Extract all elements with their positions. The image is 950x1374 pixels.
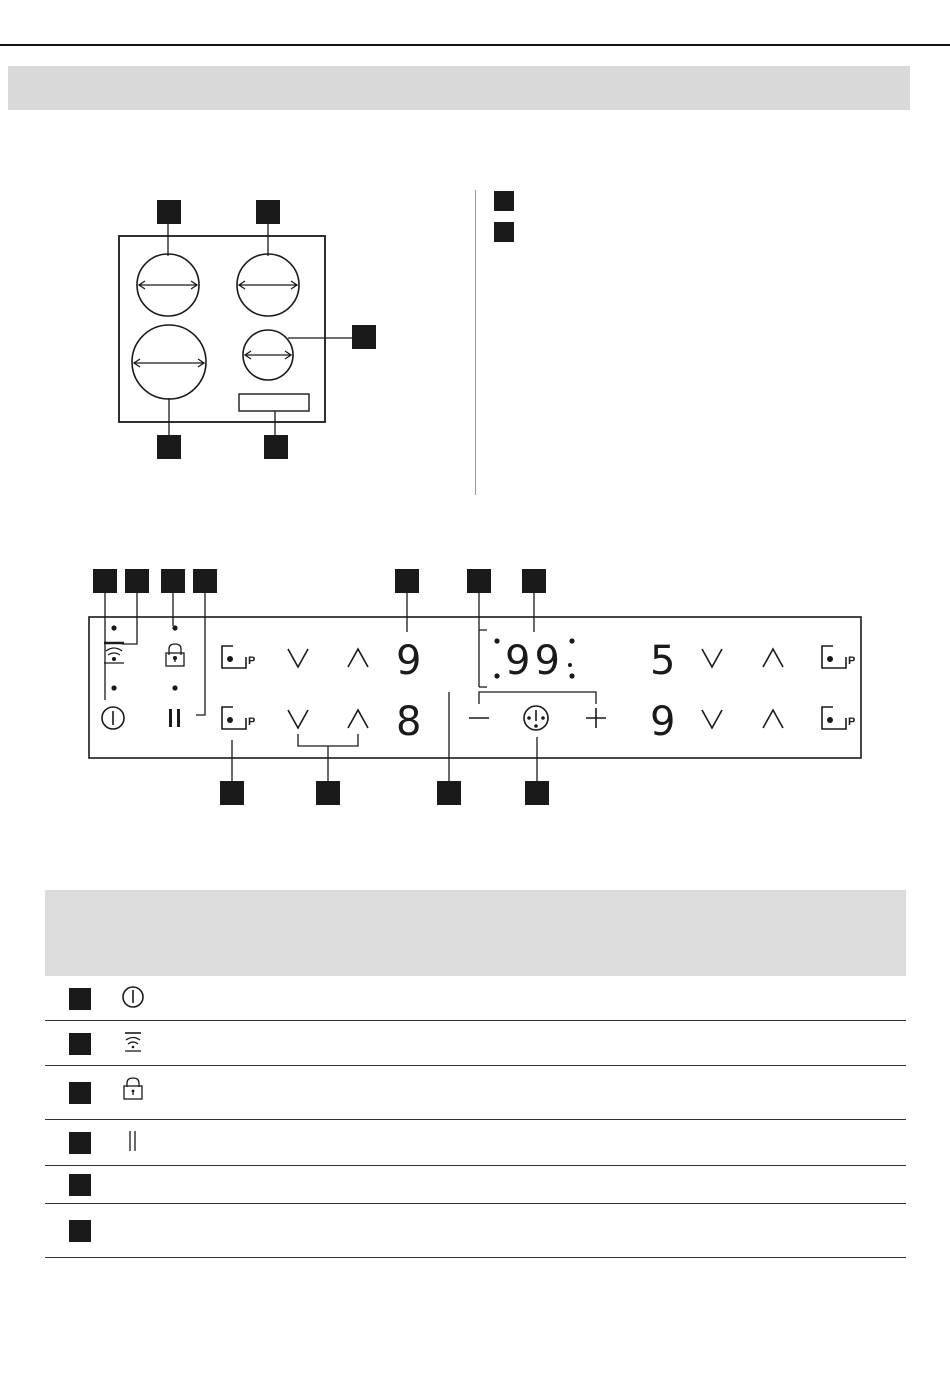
callout-marker [395,569,419,593]
timer-indicator-dot [494,638,499,643]
callout-marker [193,569,217,593]
up-arrow-icon [348,710,368,728]
column-divider [475,190,476,495]
hob2hood-icon [104,643,124,663]
power-icon [102,707,124,729]
legend-marker [494,191,514,211]
row-number-marker [69,988,91,1010]
diameter-arrows [134,281,297,367]
zone-display-front-left: 9 [396,638,422,684]
up-arrow-icon [763,710,783,728]
indicator-dot [172,685,177,690]
legend-marker [494,222,514,242]
callout-marker [316,781,340,805]
timer-icon [524,706,548,730]
svg-text:P: P [248,716,256,728]
down-arrow-icon [702,710,722,728]
power-boost-icon [222,707,255,729]
table-row [45,1120,906,1166]
pause-icon [121,1128,145,1154]
table-row [45,1166,906,1204]
cooking-zone-front-left [132,325,206,399]
callout-marker [467,569,491,593]
callout-marker [256,200,280,224]
table-row [45,1066,906,1120]
table-row [45,1021,906,1066]
callout-marker [125,569,149,593]
timer-indicator-dot [569,673,574,678]
table-row [45,1204,906,1258]
timer-display: 99 [505,638,564,684]
power-icon [121,984,145,1010]
callout-marker [522,569,546,593]
indicator-dot [172,625,177,630]
up-arrow-icon [763,649,783,667]
zone-display-rear-right: 9 [650,699,676,745]
row-number-marker [69,1174,91,1196]
hob2hood-icon [121,1029,145,1055]
timer-indicator-dot [569,638,574,643]
control-panel-diagram [0,560,950,860]
indicator-dot [111,685,116,690]
callout-marker [157,200,181,224]
down-arrow-icon [702,649,722,667]
callout-marker [264,435,288,459]
callout-marker [157,435,181,459]
callout-marker [161,569,185,593]
power-boost-icon [822,707,855,729]
plus-icon [586,708,606,728]
power-boost-icon [222,646,255,668]
timer-indicator-dot [494,673,499,678]
indicator-dot [111,625,116,630]
down-arrow-icon [288,710,308,728]
row-number-marker [69,1082,91,1104]
row-number-marker [69,1033,91,1055]
control-functions-table [45,890,906,1258]
row-number-marker [69,1132,91,1154]
callout-marker [93,569,117,593]
svg-text:P: P [848,655,856,667]
lock-icon [121,1076,145,1102]
table-header [45,890,906,976]
callout-marker [437,781,461,805]
down-arrow-icon [288,649,308,667]
pause-icon [169,709,180,727]
svg-text:P: P [848,716,856,728]
callout-marker [352,325,376,349]
control-panel-area [239,394,309,411]
power-boost-icon [822,646,855,668]
callout-marker [525,781,549,805]
row-number-marker [69,1220,91,1242]
callout-marker [220,781,244,805]
timer-colon-dot [568,663,572,667]
table-row [45,976,906,1021]
zone-display-front-right: 5 [650,638,676,684]
zone-display-rear-left: 8 [396,699,422,745]
up-arrow-icon [348,649,368,667]
svg-text:P: P [248,655,256,667]
lock-icon [166,644,184,666]
